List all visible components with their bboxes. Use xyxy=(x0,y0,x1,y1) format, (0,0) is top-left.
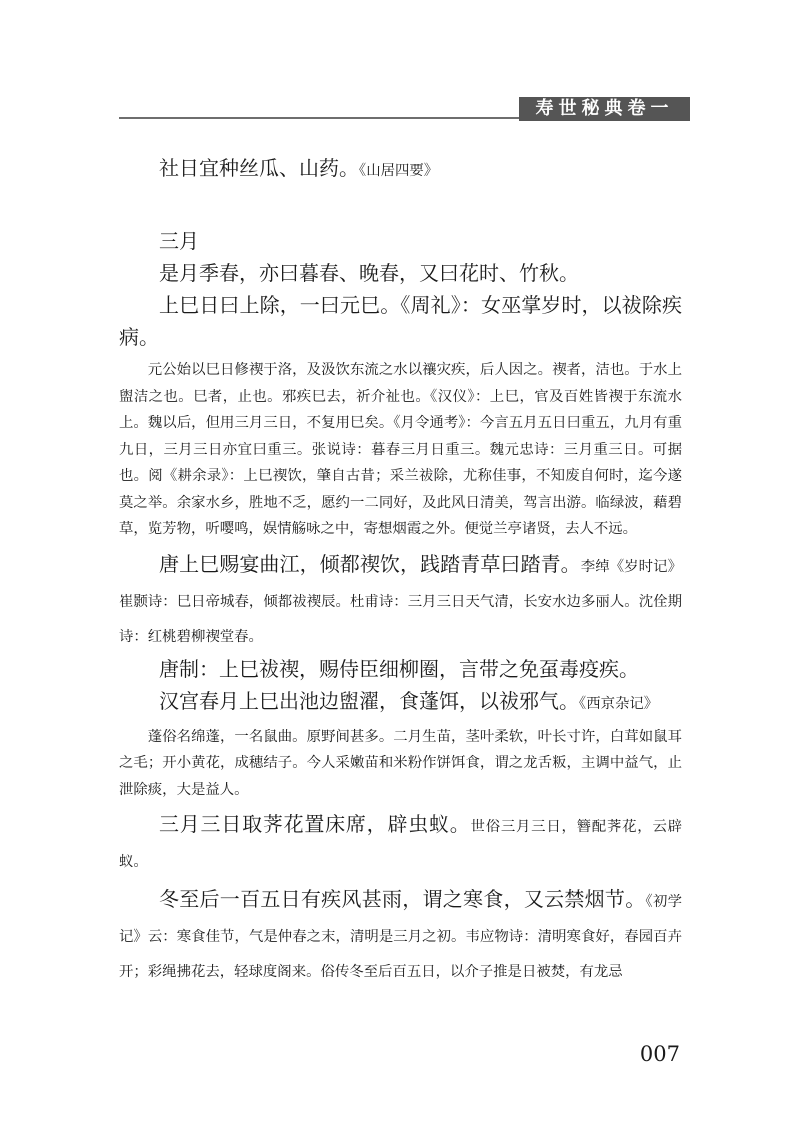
running-header: 寿世秘典卷一 xyxy=(519,97,690,121)
commentary-xiuxi: 元公始以巳日修禊于洛，及汲饮东流之水以禳灾疾，后人因之。禊者，洁也。于水上盥洁之也。巳者，止也。邪疾巳去，祈介祉也。《汉仪》：上巳，官及百姓皆禊于东流水上。魏以后，但用三月三日，不复用巳矣。《月令通考》：今言五月五日曰重五，九月有重九日，三月三日亦宜曰重三。张说诗：暮春三月日重三。魏元忠诗：三月重三日。可据也。阅《耕余录》：上巳禊饮，肇自古昔；采兰祓除，尤称佳事，不知废自何时，迄今遂莫之举。余家水乡，胜地不乏，愿约一二同好，及此风日清美，驾言出游。临绿波，藉碧草，览芳物，听嘤鸣，娱情觞咏之中，寄想烟霞之外。便觉兰亭诸贤，去人不远。 xyxy=(119,362,682,537)
paragraph-inline-note: 李绰《岁时记》 崔颢诗：巳日帝城春，倾都祓禊辰。杜甫诗：三月三日天气清，长安水边多丽人。沈佺期诗：红桃碧柳禊堂春。 xyxy=(119,558,682,645)
paragraph-shangsi: 上巳日曰上除，一曰元巳。《周礼》：女巫掌岁时，以祓除疾病。 xyxy=(119,293,682,349)
page-number: 007 xyxy=(639,1042,680,1066)
paragraph-inline-note: 《初学记》云：寒食佳节，气是仲春之末，清明是三月之初。韦应物诗：清明寒食好，春园百卉开；彩绳拂花去，轻球度阁来。俗传冬至后百五日，以介子推是日被焚，有龙忌 xyxy=(119,894,682,980)
paragraph-main-text: 汉宫春月上巳出池边盥濯，食蓬饵，以祓邪气。 xyxy=(159,688,579,713)
paragraph-jichun: 是月季春，亦曰暮春、晚春，又曰花时、竹秋。 xyxy=(159,261,579,285)
section-heading-third-month: 三月 xyxy=(159,229,199,253)
paragraph-hangong xyxy=(119,685,682,720)
page-body xyxy=(119,152,682,988)
paragraph-tangzhi: 唐制：上巳祓禊，赐侍臣细柳圈，言带之免虿毒疫疾。 xyxy=(159,656,639,681)
paragraph-inline-note: 世俗三月三日，簪配荠花，云辟蚁。 xyxy=(119,819,682,870)
commentary-peng: 蓬俗名绵蓬，一名鼠曲。原野间甚多。二月生苗，茎叶柔软，叶长寸许，白茸如鼠耳之毛；开小黄花，成穗结子。今人采嫩苗和米粉作饼饵食，谓之龙舌粄，主调中益气，止泄除痰，大是益人。 xyxy=(119,728,682,798)
paragraph-jihua xyxy=(119,808,682,878)
paragraph-main-text: 社日宜种丝瓜、山药。 xyxy=(159,156,359,180)
paragraph-main-text: 三月三日取荠花置床席，辟虫蚁。 xyxy=(159,812,471,836)
paragraph-qujiang xyxy=(119,548,682,653)
paragraph-hanshi xyxy=(119,883,682,988)
paragraph-main-text: 唐上巳赐宴曲江，倾都禊饮，践踏青草曰踏青。 xyxy=(159,551,581,576)
paragraph-sheri xyxy=(119,152,682,187)
paragraph-source: 《山居四要》 xyxy=(359,163,439,179)
paragraph-main-text: 冬至后一百五日有疾风甚雨，谓之寒食，又云禁烟节。 xyxy=(159,887,646,911)
paragraph-source: 《西京杂记》 xyxy=(579,695,659,712)
